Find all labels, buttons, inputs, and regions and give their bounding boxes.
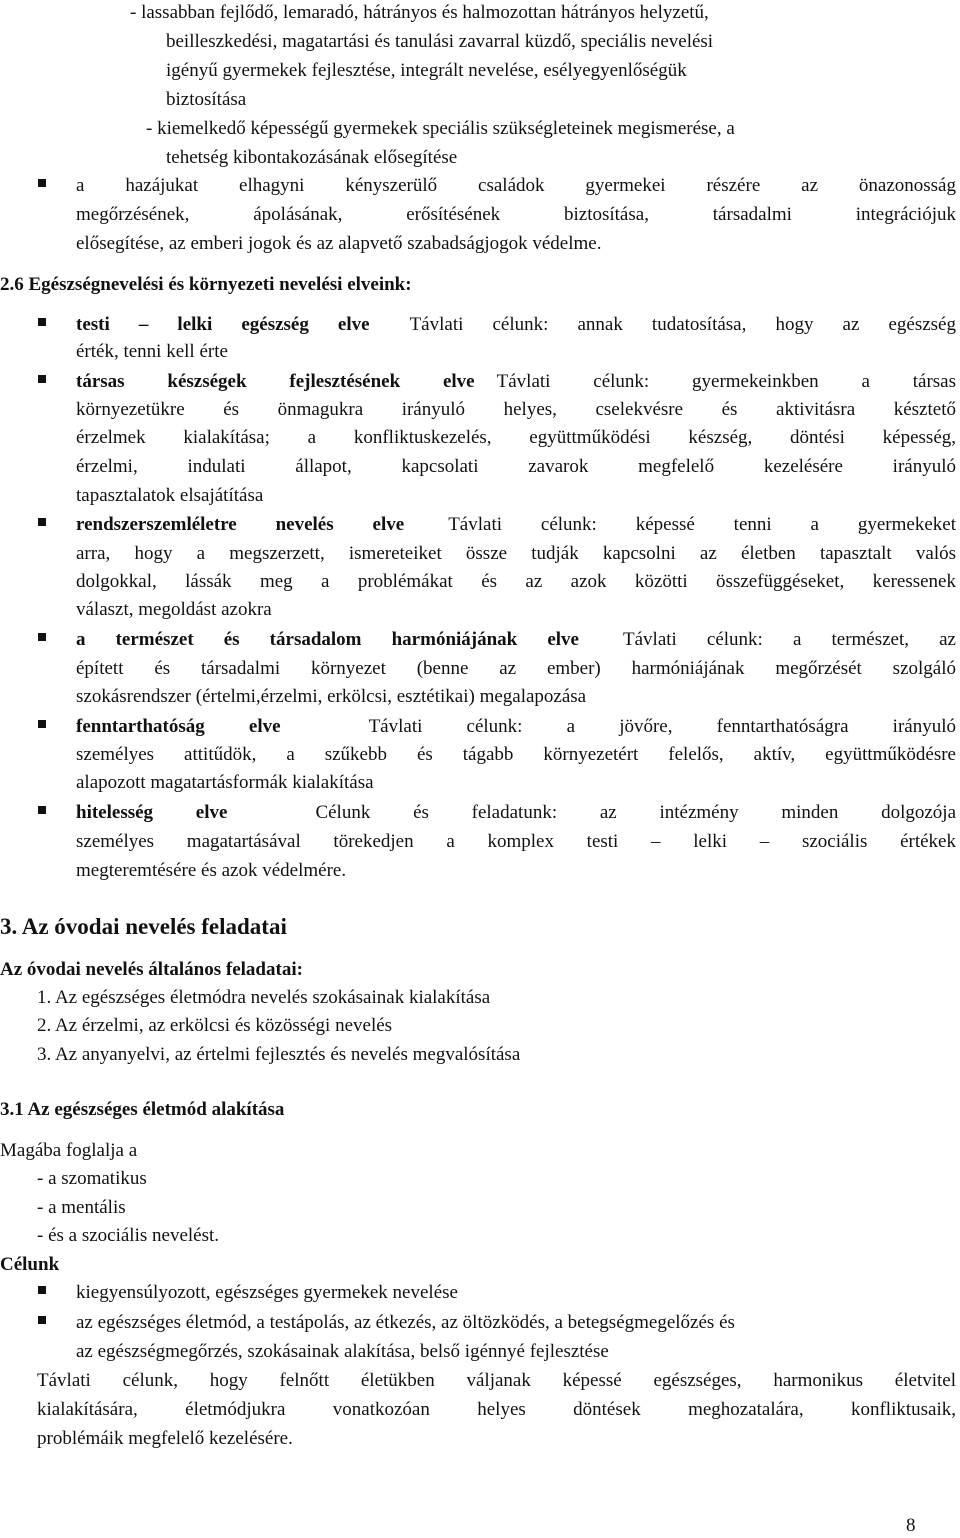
principle-2-line-3: érzelmek kialakítása; a konfliktuskezelés, együttműködési készség, döntési képesség, [76, 427, 956, 448]
task-3: 3. Az anyanyelvi, az értelmi fejlesztés és nevelés megvalósítása [37, 1044, 521, 1065]
principle-3-line-4: választ, megoldást azokra [76, 599, 272, 620]
principle-5-line-1: fenntarthatóság elve Távlati célunk: a jövőre, fenntarthatóságra irányuló [76, 716, 956, 737]
principle-5-line-2: személyes attitűdök, a szűkebb és tágabb környezetért felelős, aktív, együttműködésre [76, 744, 956, 765]
principle-1-title: testi – lelki egészség elve [76, 314, 370, 335]
principle-6-line-1: hitelesség elve Célunk és feladatunk: az intézmény minden dolgozója [76, 802, 957, 823]
principle-4-title: a természet és társadalom harmóniájának elve [76, 629, 579, 650]
principle-6-line-3: megteremtésére és azok védelmére. [76, 860, 347, 881]
square-bullet-icon [38, 179, 46, 187]
goal-label: Célunk [0, 1254, 60, 1275]
principle-1-line-1: testi – lelki egészség elve Távlati célunk: annak tudatosítása, hogy az egészség [76, 314, 956, 335]
task-2: 2. Az érzelmi, az erkölcsi és közösségi nevelés [37, 1015, 393, 1036]
square-bullet-icon [38, 518, 46, 526]
principle-2-line-2: környezetükre és önmagukra irányuló helyes, cselekvésre és aktivitásra késztető [76, 399, 956, 420]
square-bullet-icon [38, 375, 46, 383]
section-2-6-heading: 2.6 Egészségnevelési és környezeti nevelési elveink: [0, 274, 412, 295]
dash-item-2: - a mentális [37, 1197, 126, 1218]
long-term-line-3: problémáik megfelelő kezelésére. [37, 1428, 293, 1449]
square-bullet-icon [38, 806, 46, 814]
intro-line-1: - lassabban fejlődő, lemaradó, hátrányos és halmozottan hátrányos helyzetű, [130, 2, 709, 23]
square-bullet-icon [38, 633, 46, 641]
section-3-heading: 3. Az óvodai nevelés feladatai [0, 914, 287, 939]
intro-line-3: igényű gyermekek fejlesztése, integrált nevelése, esélyegyenlőségük [166, 60, 687, 81]
principle-2-line-1: társas készségek fejlesztésének elve Távlati célunk: gyermekeinkben a társas [76, 371, 956, 392]
intro-line-5: - kiemelkedő képességű gyermekek speciális szükségleteinek megismerése, a [146, 118, 735, 139]
principle-2-title: társas készségek fejlesztésének elve [76, 371, 475, 392]
section-3-subheading: Az óvodai nevelés általános feladatai: [0, 959, 303, 980]
section-3-1-heading: 3.1 Az egészséges életmód alakítása [0, 1099, 285, 1120]
intro-line-6: tehetség kibontakozásának elősegítése [166, 147, 458, 168]
dash-item-1: - a szomatikus [37, 1168, 147, 1189]
principle-4-line-2: épített és társadalmi környezet (benne az ember) harmóniájának megőrzését szolgáló [76, 658, 956, 679]
principle-4-line-1: a természet és társadalom harmóniájának elve Távlati célunk: a természet, az [76, 629, 956, 650]
principle-4-line-3: szokásrendszer (értelmi,érzelmi, erkölcsi, esztétikai) megalapozása [76, 686, 587, 707]
principle-2-line-4: érzelmi, indulati állapot, kapcsolati zavarok megfelelő kezelésére irányuló [76, 456, 956, 477]
goal-bullet-1: kiegyensúlyozott, egészséges gyermekek nevelése [76, 1282, 458, 1303]
principle-5-title: fenntarthatóság elve [76, 716, 281, 737]
intro-line-4: biztosítása [166, 89, 247, 110]
principle-1-line-2: érték, tenni kell érte [76, 341, 228, 362]
long-term-line-2: kialakítására, életmódjukra vonatkozóan helyes döntések meghozatalára, konfliktusaik, [37, 1399, 956, 1420]
task-1: 1. Az egészséges életmódra nevelés szokásainak kialakítása [37, 987, 491, 1008]
square-bullet-icon [38, 1316, 46, 1324]
bullet-refugee-line-3: elősegítése, az emberi jogok és az alapvető szabadságjogok védelme. [76, 233, 602, 254]
square-bullet-icon [38, 1286, 46, 1294]
principle-6-title: hitelesség elve [76, 802, 228, 823]
dash-item-3: - és a szociális nevelést. [37, 1225, 220, 1246]
principle-6-line-2: személyes magatartásával törekedjen a komplex testi – lelki – szociális értékek [76, 831, 956, 852]
principle-3-line-3: dolgokkal, lássák meg a problémákat és az azok közötti összefüggéseket, keressenek [76, 571, 956, 592]
long-term-line-1: Távlati célunk, hogy felnőtt életükben váljanak képessé egészséges, harmonikus életvitel [37, 1370, 956, 1391]
principle-2-line-5: tapasztalatok elsajátítása [76, 485, 264, 506]
principle-3-title: rendszerszemléletre nevelés elve [76, 514, 405, 535]
intro-line-2: beilleszkedési, magatartási és tanulási zavarral küzdő, speciális nevelési [166, 31, 714, 52]
square-bullet-icon [38, 318, 46, 326]
goal-bullet-2: az egészséges életmód, a testápolás, az étkezés, az öltözködés, a betegségmegelőzés és [76, 1312, 735, 1333]
bullet-refugee-line-2: megőrzésének, ápolásának, erősítésének biztosítása, társadalmi integrációjuk [76, 204, 956, 225]
principle-5-line-3: alapozott magatartásformák kialakítása [76, 772, 374, 793]
principle-3-line-1: rendszerszemléletre nevelés elve Távlati célunk: képessé tenni a gyermekeket [76, 514, 956, 535]
square-bullet-icon [38, 720, 46, 728]
page-number: 8 [906, 1515, 916, 1536]
section-3-1-intro: Magába foglalja a [0, 1140, 138, 1161]
goal-bullet-2-cont: az egészségmegőrzés, szokásainak alakítása, belső igénnyé fejlesztése [76, 1341, 609, 1362]
principle-3-line-2: arra, hogy a megszerzett, ismereteiket össze tudják kapcsolni az életben tapasztalt valós [76, 543, 956, 564]
bullet-refugee-line-1: a hazájukat elhagyni kényszerülő családok gyermekei részére az önazonosság [76, 175, 956, 196]
